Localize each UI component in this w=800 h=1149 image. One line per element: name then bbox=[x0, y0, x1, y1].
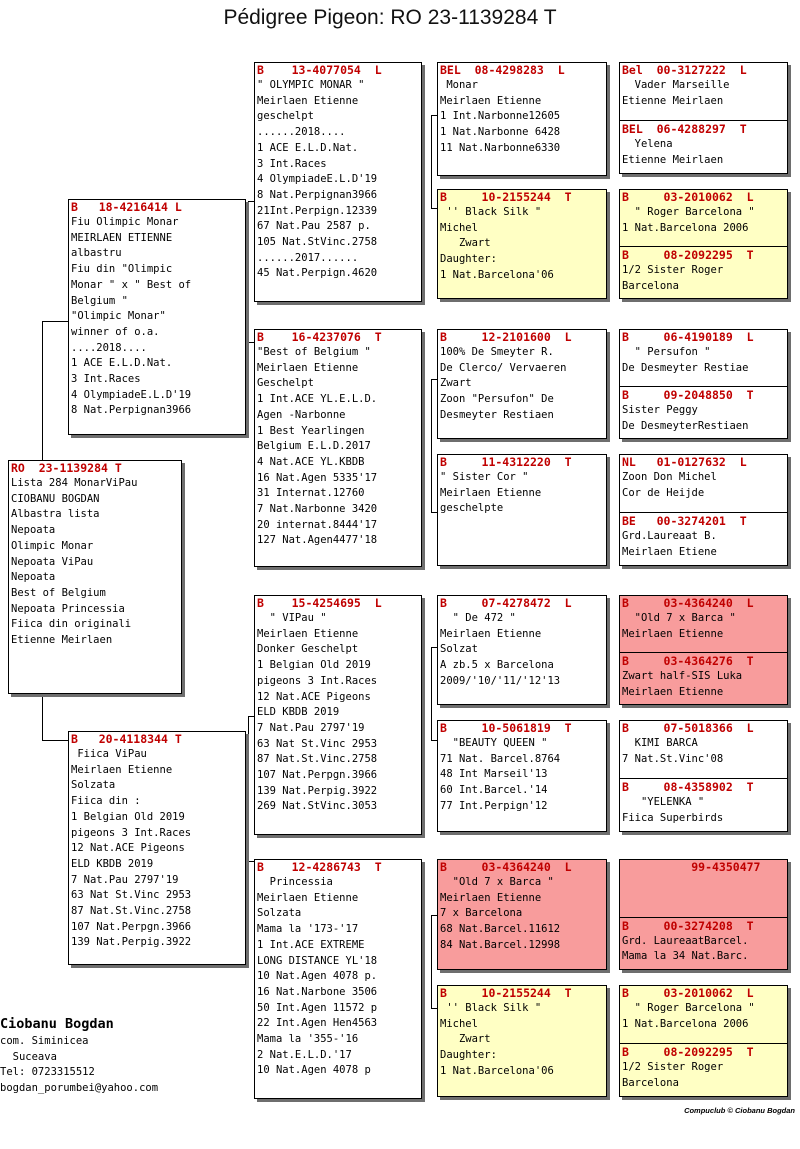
pedigree-line: 100% De Smeyter R. bbox=[440, 346, 554, 358]
pedigree-line: 105 Nat.StVinc.2758 bbox=[257, 236, 378, 249]
pedigree-line: pigeons 3 Int.Races bbox=[71, 826, 192, 839]
card-dd[interactable] bbox=[254, 859, 422, 1099]
pedigree-line: Albastra lista bbox=[11, 508, 100, 521]
pedigree-dam-half[interactable] bbox=[620, 919, 787, 965]
ring-number: B 08-2092295 T bbox=[622, 248, 754, 263]
pedigree-line: Nepoata bbox=[11, 524, 56, 537]
pedigree-sire-half[interactable] bbox=[620, 63, 787, 120]
pedigree-line: 1 Int.Narbonne12605 bbox=[440, 110, 561, 123]
pedigree-line: 1 Nat.Barcelona 2006 bbox=[622, 221, 749, 234]
pedigree-line: "Olimpic Monar" bbox=[71, 310, 166, 323]
pedigree-line: Meirlaen Etienne bbox=[622, 627, 724, 640]
card-ds[interactable] bbox=[254, 595, 422, 835]
pedigree-line: albastru bbox=[71, 247, 122, 260]
pedigree-line: Fiica din : bbox=[71, 795, 141, 808]
ring-number: B 13-4077054 L bbox=[257, 63, 382, 77]
pedigree-line: '' Black Silk " bbox=[440, 1002, 542, 1014]
pedigree-line: Solzata bbox=[257, 907, 302, 920]
card-pair-dsd bbox=[619, 720, 788, 832]
pedigree-line: 63 Nat St.Vinc 2953 bbox=[257, 737, 378, 750]
card-dsd[interactable] bbox=[437, 720, 607, 832]
ring-number: Bel 00-3127222 L bbox=[622, 63, 747, 77]
pedigree-line: 7 Nat.St.Vinc'08 bbox=[622, 752, 724, 765]
pedigree-line: Fiica ViPau bbox=[71, 748, 147, 760]
card-sd[interactable] bbox=[254, 329, 422, 567]
pair-separator bbox=[620, 120, 787, 121]
ring-number: RO 23-1139284 T bbox=[11, 461, 122, 475]
pedigree-line: Donker Geschelpt bbox=[257, 643, 359, 656]
pedigree-line: Michel bbox=[440, 1017, 478, 1030]
pedigree-line: " De 472 " bbox=[440, 612, 516, 624]
pedigree-line: 60 Int.Barcel.'14 bbox=[440, 784, 548, 797]
breeder-address-2: Suceava bbox=[0, 1050, 57, 1063]
pedigree-dam-half[interactable] bbox=[620, 122, 787, 168]
pedigree-line: De Desmeyter Restiae bbox=[622, 361, 749, 374]
pedigree-line: "Old 7 x Barca " bbox=[440, 876, 554, 888]
pedigree-line: Solzata bbox=[71, 779, 116, 792]
ring-number: B 18-4216414 L bbox=[71, 200, 182, 214]
card-ddd[interactable] bbox=[437, 985, 607, 1097]
pedigree-line: 10 Nat.Agen 4078 p bbox=[257, 1064, 371, 1077]
pedigree-line: Zwart bbox=[440, 377, 472, 390]
card-pair-ddd bbox=[619, 985, 788, 1097]
ring-number: B 03-4364276 T bbox=[622, 654, 754, 669]
pedigree-line: Fiu Olimpic Monar bbox=[71, 216, 179, 228]
pedigree-line: Meirlaen Etienne bbox=[257, 94, 359, 107]
pedigree-line: Cor de Heijde bbox=[622, 486, 705, 499]
pedigree-line: 7 Nat.Pau 2797'19 bbox=[71, 873, 179, 886]
pedigree-line: 3 Int.Races bbox=[71, 373, 141, 386]
pedigree-dam-half[interactable] bbox=[620, 388, 787, 434]
pedigree-line: "Old 7 x Barca " bbox=[622, 612, 736, 624]
pair-separator bbox=[620, 386, 787, 387]
pedigree-line: 84 Nat.Barcel.12998 bbox=[440, 938, 561, 951]
pedigree-line: Nepoata ViPau bbox=[11, 555, 94, 568]
pedigree-line: " OLYMPIC MONAR " bbox=[257, 79, 365, 91]
ring-number: B 06-4190189 L bbox=[622, 330, 754, 344]
pedigree-line: 1/2 Sister Roger bbox=[622, 1061, 724, 1074]
pedigree-line: Etienne Meirlaen bbox=[11, 634, 113, 647]
pedigree-line: Geschelpt bbox=[257, 377, 314, 390]
pedigree-line: 107 Nat.Perpgn.3966 bbox=[71, 920, 192, 933]
pedigree-line: Meirlaen Etienne bbox=[257, 891, 359, 904]
pedigree-line: Michel bbox=[440, 221, 478, 234]
pedigree-line: Meirlaen Etienne bbox=[622, 685, 724, 698]
pedigree-line: 20 internat.8444'17 bbox=[257, 518, 378, 531]
pedigree-line: De Clerco/ Vervaeren bbox=[440, 361, 567, 374]
pedigree-line: ....2018.... bbox=[71, 341, 147, 354]
card-sds[interactable] bbox=[437, 329, 607, 439]
pedigree-line: 87 Nat.St.Vinc.2758 bbox=[71, 905, 192, 918]
pedigree-line: 1 Nat.Barcelona 2006 bbox=[622, 1017, 749, 1030]
pedigree-line: Mama la 34 Nat.Barc. bbox=[622, 950, 749, 963]
pedigree-sire-half[interactable] bbox=[620, 330, 787, 386]
pedigree-line: 77 Int.Perpign'12 bbox=[440, 799, 548, 812]
pedigree-line: Nepoata bbox=[11, 571, 56, 584]
card-pair-ss bbox=[619, 62, 788, 174]
pedigree-line: 1 Belgian Old 2019 bbox=[257, 659, 371, 672]
pedigree-line: 8 Nat.Perpignan3966 bbox=[257, 188, 378, 201]
breeder-name: Ciobanu Bogdan bbox=[0, 1016, 114, 1032]
card-dam[interactable] bbox=[68, 731, 246, 965]
pair-separator bbox=[620, 246, 787, 247]
pedigree-line: 12 Nat.ACE Pigeons bbox=[71, 842, 185, 855]
pedigree-line: 48 Int Marseil'13 bbox=[440, 768, 548, 781]
pedigree-line: Zwart half-SIS Luka bbox=[622, 670, 743, 683]
pedigree-line: Daughter: bbox=[440, 1049, 497, 1062]
pedigree-sire-half[interactable] bbox=[620, 986, 787, 1043]
pair-separator bbox=[620, 652, 787, 653]
pedigree-line: 63 Nat St.Vinc 2953 bbox=[71, 889, 192, 902]
card-pair-ds bbox=[619, 329, 788, 439]
ring-number: B 12-2101600 L bbox=[440, 330, 572, 344]
pedigree-line: Zoon "Persufon" De bbox=[440, 393, 554, 406]
pedigree-line: 1/2 Sister Roger bbox=[622, 264, 724, 277]
pedigree-line: 11 Nat.Narbonne6330 bbox=[440, 141, 561, 154]
ring-number: B 11-4312220 T bbox=[440, 455, 572, 469]
ring-number: B 15-4254695 L bbox=[257, 596, 382, 610]
pedigree-line: 12 Nat.ACE Pigeons bbox=[257, 690, 371, 703]
pedigree-line: Meirlaen Etienne bbox=[440, 891, 542, 904]
pedigree-line: 1 Int.ACE EXTREME bbox=[257, 938, 365, 951]
pedigree-line: 1 Nat.Barcelona'06 bbox=[440, 268, 554, 281]
ring-number: B 03-2010062 L bbox=[622, 190, 754, 204]
pedigree-line: 10 Nat.Agen 4078 p. bbox=[257, 970, 378, 983]
pedigree-line: "BEAUTY QUEEN " bbox=[440, 737, 548, 749]
pedigree-line: Lista 284 MonarViPau bbox=[11, 477, 138, 489]
pedigree-line: 4 OlympiadeE.L.D'19 bbox=[71, 388, 192, 401]
card-sire[interactable] bbox=[68, 199, 246, 435]
pedigree-line: Meirlaen Etienne bbox=[440, 94, 542, 107]
pedigree-line: " Sister Cor " bbox=[440, 471, 529, 483]
pedigree-line: Yelena bbox=[622, 138, 673, 151]
pedigree-line: Mama la '355-'16 bbox=[257, 1033, 359, 1046]
pedigree-line: Daughter: bbox=[440, 253, 497, 266]
pedigree-line: Meirlaen Etienne bbox=[257, 361, 359, 374]
pedigree-line: 4 OlympiadeE.L.D'19 bbox=[257, 173, 378, 186]
page-title: Pédigree Pigeon: RO 23-1139284 T bbox=[223, 6, 557, 29]
pedigree-line: Meirlaen Etienne bbox=[71, 763, 173, 776]
pedigree-line: Grd.Laureaat B. bbox=[622, 530, 717, 543]
card-dss[interactable] bbox=[437, 595, 607, 705]
pedigree-line: 16 Nat.Narbone 3506 bbox=[257, 985, 378, 998]
pedigree-line: 7 x Barcelona bbox=[440, 907, 523, 920]
pedigree-line: Zwart bbox=[440, 237, 491, 250]
pedigree-line: 67 Nat.Pau 2587 p. bbox=[257, 220, 371, 233]
ring-number: B 10-2155244 T bbox=[440, 190, 572, 204]
pedigree-line: Meirlaen Etienne bbox=[440, 486, 542, 499]
pedigree-line: Agen -Narbonne bbox=[257, 408, 346, 421]
ring-number: 99-4350477 bbox=[622, 860, 761, 874]
ring-number: B 03-4364240 L bbox=[622, 596, 754, 610]
pedigree-line: MEIRLAEN ETIENNE bbox=[71, 231, 173, 244]
ring-number: B 03-2010062 L bbox=[622, 986, 754, 1000]
pedigree-line: De DesmeyterRestiaen bbox=[622, 419, 749, 432]
pedigree-line: ......2018.... bbox=[257, 126, 346, 139]
ring-number: B 10-2155244 T bbox=[440, 986, 572, 1000]
pedigree-line: " Roger Barcelona " bbox=[622, 1002, 755, 1014]
pedigree-line: Meirlaen Etienne bbox=[440, 627, 542, 640]
pedigree-line: Monar bbox=[440, 79, 478, 91]
pedigree-line: 3 Int.Races bbox=[257, 157, 327, 170]
ring-number: B 00-3274208 T bbox=[622, 918, 754, 933]
breeder-phone: Tel: 0723315512 bbox=[0, 1066, 95, 1078]
pedigree-line: 45 Nat.Perpign.4620 bbox=[257, 267, 378, 280]
pedigree-line: 139 Nat.Perpig.3922 bbox=[257, 784, 378, 797]
pedigree-sire-half[interactable] bbox=[620, 721, 787, 778]
pedigree-line: Belgium E.L.D.2017 bbox=[257, 440, 371, 453]
pedigree-line: " Persufon " bbox=[622, 346, 711, 358]
pedigree-line: Monar " x " Best of bbox=[71, 278, 192, 291]
pedigree-line: 71 Nat. Barcel.8764 bbox=[440, 752, 561, 765]
pedigree-line: 1 Nat.Narbonne 6428 bbox=[440, 126, 561, 139]
ring-number: B 03-4364240 L bbox=[440, 860, 572, 874]
ring-number: B 12-4286743 T bbox=[257, 860, 382, 874]
pair-separator bbox=[620, 917, 787, 918]
pedigree-line: Fiu din "Olimpic bbox=[71, 263, 173, 276]
pedigree-line: Etienne Meirlaen bbox=[622, 153, 724, 166]
pedigree-line: ......2017...... bbox=[257, 251, 359, 264]
pedigree-line: 87 Nat.St.Vinc.2758 bbox=[257, 753, 378, 766]
pedigree-line: 4 Nat.ACE YL.KBDB bbox=[257, 455, 365, 468]
pedigree-line: 1 Nat.Barcelona'06 bbox=[440, 1064, 554, 1077]
ring-number: B 07-4278472 L bbox=[440, 596, 572, 610]
pedigree-line: Etienne Meirlaen bbox=[622, 94, 724, 107]
pedigree-line: Barcelona bbox=[622, 279, 679, 292]
pedigree-line: Mama la '173-'17 bbox=[257, 923, 359, 936]
ring-number: B 08-2092295 T bbox=[622, 1045, 754, 1060]
pedigree-line: winner of o.a. bbox=[71, 325, 160, 338]
ring-number: B 16-4237076 T bbox=[257, 330, 382, 344]
pedigree-line: CIOBANU BOGDAN bbox=[11, 492, 100, 505]
pedigree-line: "Best of Belgium " bbox=[257, 346, 371, 358]
pedigree-line: '' Black Silk " bbox=[440, 206, 542, 218]
pedigree-dam-half[interactable] bbox=[620, 780, 787, 826]
pedigree-line: Nepoata Princessia bbox=[11, 602, 125, 615]
card-dds[interactable] bbox=[437, 859, 607, 970]
pedigree-dam-half[interactable] bbox=[620, 248, 787, 294]
pedigree-sire-half[interactable] bbox=[620, 190, 787, 246]
pedigree-line: Meirlaen Etienne bbox=[257, 627, 359, 640]
pedigree-line: 2009/'10/'11/'12'13 bbox=[440, 674, 561, 687]
pedigree-line: 31 Internat.12760 bbox=[257, 487, 365, 500]
pedigree-line: 7 Nat.Pau 2797'19 bbox=[257, 721, 365, 734]
pedigree-line: " VIPau " bbox=[257, 612, 327, 624]
pedigree-line: 139 Nat.Perpig.3922 bbox=[71, 936, 192, 949]
card-ss[interactable] bbox=[254, 62, 422, 302]
pedigree-line: 1 ACE E.L.D.Nat. bbox=[71, 357, 173, 370]
pedigree-line: 50 Int.Agen 11572 p bbox=[257, 1001, 378, 1014]
pedigree-line: Fiica din originali bbox=[11, 618, 132, 631]
pedigree-line: 107 Nat.Perpgn.3966 bbox=[257, 769, 378, 782]
breeder-address-1: com. Siminicea bbox=[0, 1035, 89, 1047]
pedigree-line: Belgium " bbox=[71, 294, 128, 307]
pedigree-line: " Roger Barcelona " bbox=[622, 206, 755, 218]
pedigree-line: "YELENKA " bbox=[622, 796, 705, 809]
pedigree-dam-half[interactable] bbox=[620, 514, 787, 560]
pedigree-line: 2 Nat.E.L.D.'17 bbox=[257, 1048, 352, 1061]
pedigree-line: 127 Nat.Agen4477'18 bbox=[257, 534, 378, 547]
pedigree-dam-half[interactable] bbox=[620, 1045, 787, 1091]
pedigree-line: 16 Nat.Agen 5335'17 bbox=[257, 471, 378, 484]
pedigree-line: Zoon Don Michel bbox=[622, 471, 717, 483]
card-pair-dss bbox=[619, 595, 788, 705]
pedigree-line: KIMI BARCA bbox=[622, 737, 698, 749]
breeder-info bbox=[0, 1015, 158, 1096]
ring-number: BE 00-3274201 T bbox=[622, 514, 747, 529]
ring-number: B 07-5018366 L bbox=[622, 721, 754, 735]
pedigree-line: geschelpt bbox=[257, 110, 314, 123]
card-ssd[interactable] bbox=[437, 189, 607, 299]
pedigree-line: pigeons 3 Int.Races bbox=[257, 674, 378, 687]
pair-separator bbox=[620, 512, 787, 513]
pedigree-line: Solzat bbox=[440, 643, 478, 656]
pedigree-dam-half[interactable] bbox=[620, 654, 787, 700]
pedigree-line: 1 ACE E.L.D.Nat. bbox=[257, 141, 359, 154]
pedigree-line: 269 Nat.StVinc.3053 bbox=[257, 800, 378, 813]
ring-number: B 20-4118344 T bbox=[71, 732, 182, 746]
card-subject[interactable] bbox=[8, 460, 182, 694]
pedigree-line: geschelpte bbox=[440, 502, 504, 515]
ring-number: BEL 08-4298283 L bbox=[440, 63, 565, 77]
copyright: Compuclub © Ciobanu Bogdan bbox=[684, 1106, 795, 1115]
pedigree-sire-half[interactable] bbox=[620, 596, 787, 652]
ring-number: B 10-5061819 T bbox=[440, 721, 572, 735]
pedigree-line: Sister Peggy bbox=[622, 404, 698, 417]
pedigree-line: 1 Belgian Old 2019 bbox=[71, 810, 185, 823]
pedigree-line: Barcelona bbox=[622, 1076, 679, 1089]
ring-number: B 08-4358902 T bbox=[622, 780, 754, 795]
card-pair-dd bbox=[619, 454, 788, 566]
pedigree-line: 8 Nat.Perpignan3966 bbox=[71, 404, 192, 417]
card-pair-dds bbox=[619, 859, 788, 970]
ring-number: BEL 06-4288297 T bbox=[622, 122, 747, 137]
pedigree-line: Best of Belgium bbox=[11, 586, 106, 599]
pedigree-line: LONG DISTANCE YL'18 bbox=[257, 954, 378, 967]
pedigree-line: Desmeyter Restiaen bbox=[440, 408, 554, 421]
pedigree-line: Fiica Superbirds bbox=[622, 811, 724, 824]
pedigree-line: 21Int.Perpign.12339 bbox=[257, 204, 378, 217]
pedigree-line: Grd. LaureaatBarcel. bbox=[622, 934, 749, 947]
card-sss[interactable] bbox=[437, 62, 607, 176]
pedigree-line: A zb.5 x Barcelona bbox=[440, 659, 554, 672]
card-sdd[interactable] bbox=[437, 454, 607, 566]
pedigree-line: ELD KBDB 2019 bbox=[71, 857, 154, 870]
pedigree-sire-half[interactable] bbox=[620, 455, 787, 512]
breeder-email[interactable]: bogdan_porumbei@yahoo.com bbox=[0, 1081, 159, 1094]
pedigree-line: ELD KBDB 2019 bbox=[257, 706, 340, 719]
pedigree-line: 1 Best Yearlingen bbox=[257, 424, 365, 437]
card-pair-sd bbox=[619, 189, 788, 299]
pedigree-sire-half[interactable] bbox=[620, 860, 787, 917]
pedigree-line: 7 Nat.Narbonne 3420 bbox=[257, 503, 378, 516]
ring-number: B 09-2048850 T bbox=[622, 388, 754, 403]
pedigree-line: Olimpic Monar bbox=[11, 539, 94, 552]
pedigree-line: 22 Int.Agen Hen4563 bbox=[257, 1017, 378, 1030]
pedigree-line: Meirlaen Etiene bbox=[622, 545, 717, 558]
pedigree-line: Zwart bbox=[440, 1033, 491, 1046]
pedigree-line: Princessia bbox=[257, 876, 333, 888]
pedigree-line: 68 Nat.Barcel.11612 bbox=[440, 923, 561, 936]
pair-separator bbox=[620, 1043, 787, 1044]
pair-separator bbox=[620, 778, 787, 779]
pedigree-line: Vader Marseille bbox=[622, 79, 730, 91]
ring-number: NL 01-0127632 L bbox=[622, 455, 747, 469]
pedigree-line: 1 Int.ACE YL.E.L.D. bbox=[257, 393, 378, 406]
